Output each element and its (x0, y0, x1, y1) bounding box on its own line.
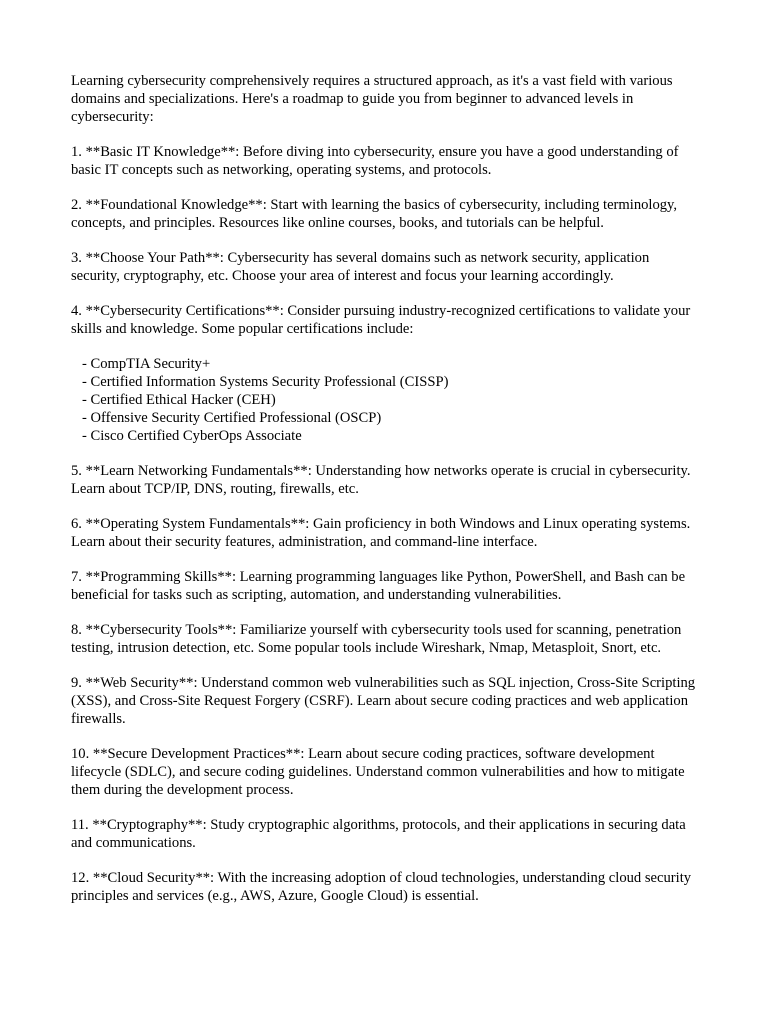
roadmap-item-12: 12. **Cloud Security**: With the increasing adoption of cloud technologies, understanding cloud security principles and services (e.g., AWS, Azure, Google Cloud) is essential. (71, 870, 692, 904)
certification-item: - CompTIA Security+ (82, 356, 211, 372)
intro-paragraph: Learning cybersecurity comprehensively requires a structured approach, as it's a vast field with various domains and specializations. Here's a roadmap to guide you from beginner to advanced levels in cybersecurity: (71, 73, 673, 125)
roadmap-item-1: 1. **Basic IT Knowledge**: Before diving into cybersecurity, ensure you have a good understanding of basic IT concepts such as networking, operating systems, and protocols. (71, 144, 679, 178)
certification-item: - Cisco Certified CyberOps Associate (82, 428, 302, 444)
roadmap-item-10: 10. **Secure Development Practices**: Learn about secure coding practices, software development lifecycle (SDLC), and secure coding guidelines. Understand common vulnerabilities and how to mitigate them during the development process. (71, 746, 685, 798)
roadmap-item-7: 7. **Programming Skills**: Learning programming languages like Python, PowerShell, and Bash can be beneficial for tasks such as scripting, automation, and understanding vulnerabilities. (71, 569, 686, 603)
certification-item: - Certified Ethical Hacker (CEH) (82, 392, 276, 408)
certification-item: - Offensive Security Certified Professional (OSCP) (82, 410, 382, 426)
roadmap-item-4: 4. **Cybersecurity Certifications**: Consider pursuing industry-recognized certifications to validate your skills and knowledge. Some popular certifications include: (71, 303, 691, 337)
document-body (71, 72, 701, 922)
roadmap-item-6: 6. **Operating System Fundamentals**: Gain proficiency in both Windows and Linux operating systems. Learn about their security features, administration, and command-line interface. (71, 516, 691, 550)
certification-item: - Certified Information Systems Security Professional (CISSP) (82, 374, 449, 390)
roadmap-item-9: 9. **Web Security**: Understand common web vulnerabilities such as SQL injection, Cross-Site Scripting (XSS), and Cross-Site Request Forgery (CSRF). Learn about secure coding practices and web application firewalls. (71, 675, 696, 727)
roadmap-item-8: 8. **Cybersecurity Tools**: Familiarize yourself with cybersecurity tools used for scanning, penetration testing, intrusion detection, etc. Some popular tools include Wireshark, Nmap, Metasploit, Snort, etc. (71, 622, 682, 656)
certifications-list (71, 355, 701, 445)
roadmap-item-3: 3. **Choose Your Path**: Cybersecurity has several domains such as network security, application security, cryptography, etc. Choose your area of interest and focus your learning accordingly. (71, 250, 650, 284)
roadmap-item-5: 5. **Learn Networking Fundamentals**: Understanding how networks operate is crucial in cybersecurity. Learn about TCP/IP, DNS, routing, firewalls, etc. (71, 463, 691, 497)
roadmap-item-2: 2. **Foundational Knowledge**: Start with learning the basics of cybersecurity, including terminology, concepts, and principles. Resources like online courses, books, and tutorials can be helpful. (71, 197, 678, 231)
roadmap-item-11: 11. **Cryptography**: Study cryptographic algorithms, protocols, and their applications in securing data and communications. (71, 817, 686, 851)
